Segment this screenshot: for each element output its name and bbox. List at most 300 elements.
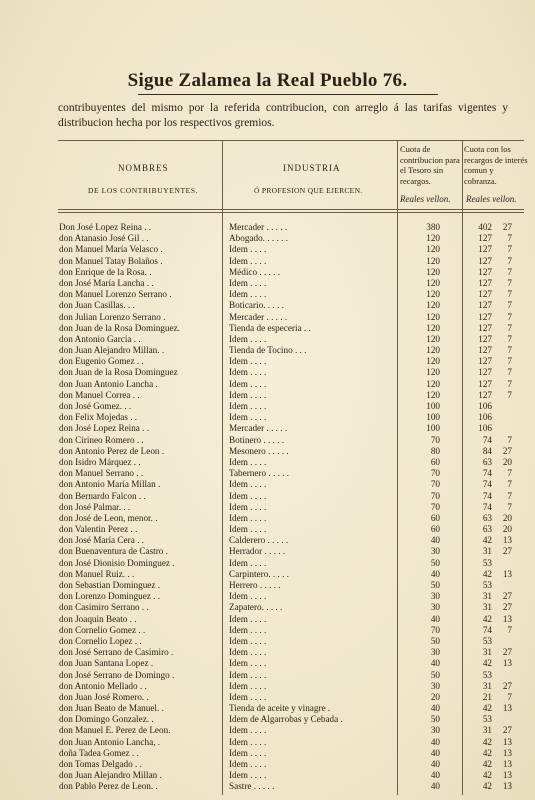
industry-name: Tienda de especeria . . [229, 322, 311, 333]
contributor-name: don Manuel Ruiz. . . [59, 568, 135, 579]
contributor-name: don José de Leon, menor. . [59, 512, 158, 523]
cuota-tesoro-value: 40 [430, 770, 440, 781]
cuota-recargos-value: 74 [482, 501, 492, 512]
table-row [0, 278, 535, 289]
industry-name: Idem . . . . [229, 255, 267, 266]
cuota-recargos-value: 127 [478, 289, 492, 300]
header-bottom-rule-2 [58, 212, 524, 213]
cuota-recargos-value: 31 [482, 591, 492, 602]
industry-name: Boticario. . . . . [229, 300, 284, 311]
cuota-recargos-fraction: 7 [507, 233, 512, 244]
cuota-tesoro-value: 120 [426, 378, 440, 389]
cuota-recargos-value: 74 [482, 479, 492, 490]
contributor-name: don Atanasio José Gil . . [59, 233, 149, 244]
contributor-name: don Manuel Correa . . [59, 389, 140, 400]
cuota-recargos-value: 42 [482, 568, 492, 579]
contributor-name: don Julian Lorenzo Serrano . [59, 311, 166, 322]
table-row [0, 367, 535, 378]
table-row [0, 468, 535, 479]
cuota-tesoro-value: 30 [430, 591, 440, 602]
cuota-recargos-fraction: 13 [502, 613, 512, 624]
cuota-recargos-value: 402 [478, 222, 492, 232]
cuota-recargos-value: 31 [482, 546, 492, 557]
header-cuota-recargos: Cuota con los recargos de interés comun y cobranza. [464, 144, 528, 186]
cuota-tesoro-value: 100 [426, 423, 440, 434]
table-row [0, 714, 535, 725]
contributor-name: don Manuel E. Perez de Leon. [59, 725, 171, 736]
contributor-name: don Enrique de la Rosa. . [59, 266, 152, 277]
table-row [0, 222, 535, 233]
contributor-name: don Lorenzo Dominguez . . [59, 591, 161, 602]
cuota-tesoro-value: 120 [426, 345, 440, 356]
contributor-name: don Antonio Perez de Leon . [59, 445, 165, 456]
cuota-recargos-value: 31 [482, 680, 492, 691]
industry-name: Herrador . . . . . [229, 546, 286, 557]
cuota-tesoro-value: 120 [426, 356, 440, 367]
cuota-recargos-value: 127 [478, 333, 492, 344]
cuota-recargos-fraction: 7 [507, 266, 512, 277]
cuota-recargos-value: 127 [478, 311, 492, 322]
table-row [0, 647, 535, 658]
cuota-recargos-value: 127 [478, 367, 492, 378]
cuota-recargos-value: 84 [482, 445, 492, 456]
table-row [0, 580, 535, 591]
contributor-name: don Juan José Romero. . [59, 691, 149, 702]
cuota-recargos-fraction: 7 [507, 434, 512, 445]
contributor-name: don Valentin Perez . . [59, 524, 138, 535]
cuota-tesoro-value: 120 [426, 289, 440, 300]
cuota-tesoro-value: 100 [426, 401, 440, 411]
industry-name: Idem . . . . [229, 412, 267, 423]
industry-name: Idem . . . . [229, 277, 267, 288]
table-row [0, 412, 535, 423]
cuota-tesoro-value: 60 [430, 456, 440, 467]
cuota-recargos-fraction: 27 [502, 647, 512, 658]
cuota-recargos-value: 74 [482, 490, 492, 501]
cuota-recargos-value: 42 [482, 703, 492, 714]
table-row [0, 546, 535, 557]
table-row [0, 244, 535, 255]
industry-name: Idem . . . . [229, 770, 267, 781]
cuota-recargos-value: 42 [482, 613, 492, 624]
cuota-tesoro-value: 120 [426, 322, 440, 333]
industry-name: Idem . . . . [229, 635, 267, 646]
cuota-recargos-fraction: 7 [507, 468, 512, 479]
contributor-name: don Juan de la Rosa Dominguez [59, 367, 178, 378]
contributor-name: don Antonio Mellado . . [59, 680, 147, 691]
cuota-recargos-value: 127 [478, 244, 492, 255]
contributor-name: don Cirineo Romero . . [59, 434, 144, 445]
contributor-name: don Antonio Garcia . . [59, 333, 141, 344]
contributor-name: don Pablo Perez de Leon. . [59, 781, 158, 792]
header-reales-vellon-1: Reales vellon. [400, 194, 451, 204]
industry-name: Abogado. . . . . . [229, 233, 288, 244]
cuota-recargos-fraction: 27 [502, 222, 512, 232]
table-row [0, 267, 535, 278]
contributor-name: don Manuel Tatay Bolaños . [59, 255, 163, 266]
cuota-recargos-value: 106 [478, 423, 492, 434]
cuota-recargos-value: 127 [478, 378, 492, 389]
cuota-tesoro-value: 380 [426, 222, 440, 232]
cuota-recargos-fraction: 27 [502, 445, 512, 456]
table-row [0, 491, 535, 502]
industry-name: Idem . . . . [229, 401, 267, 411]
cuota-recargos-value: 21 [482, 691, 492, 702]
industry-name: Idem . . . . [229, 557, 267, 568]
cuota-tesoro-value: 120 [426, 389, 440, 400]
industry-name: Idem . . . . [229, 389, 267, 400]
cuota-tesoro-value: 40 [430, 759, 440, 769]
contributor-name: don Isidro Márquez . . [59, 456, 141, 467]
cuota-recargos-fraction: 20 [502, 512, 512, 523]
contributor-name: don José Lopez Reina . . [59, 423, 150, 434]
contributor-name: don Juan Alejandro Millan. . [59, 345, 165, 356]
cuota-recargos-fraction: 27 [502, 725, 512, 736]
table-row [0, 401, 535, 412]
header-nombres: NOMBRES [118, 163, 169, 173]
table-row [0, 312, 535, 323]
contributor-name: don Juan Alejandro Millan . [59, 770, 162, 781]
cuota-tesoro-value: 70 [430, 624, 440, 635]
industry-name: Zapatero. . . . . [229, 602, 283, 613]
table-row [0, 692, 535, 703]
cuota-recargos-fraction: 7 [507, 244, 512, 255]
cuota-recargos-fraction: 7 [507, 356, 512, 367]
cuota-recargos-value: 53 [482, 714, 492, 725]
cuota-recargos-fraction: 7 [507, 490, 512, 501]
table-row [0, 558, 535, 569]
industry-name: Herrero . . . . . [229, 580, 281, 590]
cuota-recargos-value: 106 [478, 412, 492, 423]
cuota-tesoro-value: 120 [426, 367, 440, 378]
cuota-tesoro-value: 40 [430, 747, 440, 758]
cuota-recargos-value: 63 [482, 524, 492, 535]
cuota-tesoro-value: 40 [430, 658, 440, 669]
industry-name: Idem . . . . [229, 736, 267, 747]
header-bottom-rule [58, 209, 524, 210]
table-row [0, 725, 535, 736]
cuota-recargos-fraction: 13 [502, 658, 512, 669]
industry-name: Idem . . . . [229, 333, 267, 344]
industry-name: Mercader . . . . . [229, 222, 288, 232]
cuota-recargos-fraction: 13 [502, 759, 512, 769]
industry-name: Idem . . . . [229, 490, 267, 501]
table-row [0, 390, 535, 401]
industry-name: Idem . . . . [229, 524, 267, 535]
contributor-name: don Joaquin Beato . . [59, 613, 137, 624]
industry-name: Sastre . . . . . [229, 781, 275, 792]
cuota-recargos-value: 53 [482, 635, 492, 646]
table-row [0, 524, 535, 535]
industry-name: Tienda de Tocino . . . [229, 345, 307, 356]
contributor-name: don Manuel María Velasco . [59, 244, 163, 255]
cuota-recargos-value: 74 [482, 624, 492, 635]
cuota-tesoro-value: 30 [430, 680, 440, 691]
industry-name: Idem . . . . [229, 289, 267, 300]
contributor-name: don Tomas Delgado . . [59, 759, 142, 769]
table-row [0, 614, 535, 625]
cuota-recargos-value: 42 [482, 747, 492, 758]
contributor-name: don Juan Santana Lopez . [59, 658, 154, 669]
cuota-tesoro-value: 50 [430, 580, 440, 590]
cuota-tesoro-value: 120 [426, 277, 440, 288]
industry-name: Idem . . . . [229, 680, 267, 691]
table-row [0, 345, 535, 356]
cuota-tesoro-value: 40 [430, 703, 440, 714]
industry-name: Mercader . . . . . [229, 423, 288, 434]
table-row [0, 323, 535, 334]
table-row [0, 435, 535, 446]
cuota-tesoro-value: 70 [430, 434, 440, 445]
cuota-recargos-value: 127 [478, 300, 492, 311]
contributor-name: don José María Lancha . . [59, 277, 154, 288]
cuota-recargos-fraction: 7 [507, 311, 512, 322]
table-row [0, 479, 535, 490]
contributor-name: don Bernardo Falcon . . [59, 490, 146, 501]
industry-name: Idem . . . . [229, 479, 267, 490]
cuota-recargos-fraction: 7 [507, 624, 512, 635]
table-row [0, 569, 535, 580]
industry-name: Idem . . . . [229, 669, 267, 680]
industry-name: Idem . . . . [229, 624, 267, 635]
cuota-tesoro-value: 40 [430, 613, 440, 624]
cuota-recargos-fraction: 7 [507, 322, 512, 333]
industry-name: Idem . . . . [229, 378, 267, 389]
table-row [0, 256, 535, 267]
cuota-recargos-fraction: 20 [502, 456, 512, 467]
industry-name: Idem . . . . [229, 591, 267, 602]
industry-name: Médico . . . . . [229, 266, 281, 277]
table-row [0, 681, 535, 692]
cuota-recargos-fraction: 27 [502, 680, 512, 691]
industry-name: Idem . . . . [229, 691, 267, 702]
table-row [0, 636, 535, 647]
header-top-rule [58, 140, 524, 141]
cuota-tesoro-value: 120 [426, 311, 440, 322]
industry-name: Idem . . . . [229, 658, 267, 669]
industry-name: Tienda de aceite y vinagre . [229, 703, 331, 714]
industry-name: Idem . . . . [229, 613, 267, 624]
industry-name: Idem . . . . [229, 501, 267, 512]
cuota-recargos-fraction: 7 [507, 345, 512, 356]
cuota-recargos-value: 74 [482, 434, 492, 445]
contributor-name: don José Serrano de Domingo . [59, 669, 175, 680]
cuota-recargos-value: 127 [478, 277, 492, 288]
cuota-recargos-value: 127 [478, 356, 492, 367]
contributor-name: don Buenaventura de Castro . [59, 546, 168, 557]
cuota-recargos-value: 42 [482, 759, 492, 769]
intro-paragraph: contribuyentes del mismo por la referida contribucion, con arreglo á las tarifas vigentes y distribucion hecha por los respectivos gremios. [58, 102, 508, 129]
industry-name: Mercader . . . . . [229, 311, 288, 322]
table-row [0, 356, 535, 367]
cuota-tesoro-value: 50 [430, 635, 440, 646]
industry-name: Idem . . . . [229, 759, 267, 769]
cuota-recargos-fraction: 13 [502, 736, 512, 747]
contributor-name: don Cornelio Gomez . . [59, 624, 146, 635]
table-row [0, 502, 535, 513]
title-underline [138, 94, 438, 95]
cuota-tesoro-value: 30 [430, 546, 440, 557]
table-row [0, 513, 535, 524]
industry-name: Idem . . . . [229, 356, 267, 367]
cuota-recargos-fraction: 13 [502, 703, 512, 714]
table-row [0, 658, 535, 669]
cuota-recargos-value: 42 [482, 658, 492, 669]
cuota-recargos-fraction: 7 [507, 277, 512, 288]
contributor-name: don Manuel Serrano . . [59, 468, 144, 479]
table-row [0, 446, 535, 457]
cuota-recargos-value: 127 [478, 255, 492, 266]
cuota-tesoro-value: 80 [430, 445, 440, 456]
cuota-recargos-fraction: 13 [502, 568, 512, 579]
cuota-tesoro-value: 20 [430, 691, 440, 702]
table-row [0, 591, 535, 602]
cuota-tesoro-value: 70 [430, 501, 440, 512]
table-row [0, 670, 535, 681]
cuota-recargos-value: 42 [482, 535, 492, 546]
cuota-recargos-fraction: 13 [502, 781, 512, 792]
table-row [0, 457, 535, 468]
contributor-name: Don José Lopez Reina . . [59, 222, 152, 232]
cuota-recargos-value: 31 [482, 602, 492, 613]
industry-name: Idem . . . . [229, 512, 267, 523]
cuota-tesoro-value: 50 [430, 669, 440, 680]
cuota-tesoro-value: 50 [430, 557, 440, 568]
cuota-recargos-value: 63 [482, 512, 492, 523]
industry-name: Carpintero. . . . . [229, 568, 289, 579]
contributor-name: don Juan Beato de Manuel. . [59, 703, 164, 714]
contributor-name: don Eugenio Gomez . . [59, 356, 144, 367]
cuota-tesoro-value: 30 [430, 725, 440, 736]
cuota-recargos-fraction: 7 [507, 691, 512, 702]
cuota-tesoro-value: 120 [426, 233, 440, 244]
industry-name: Tabernero . . . . . [229, 468, 290, 479]
contributor-name: don Juan Antonio Lancha . [59, 378, 158, 389]
contributor-name: don Juan Antonio Lancha, . [59, 736, 161, 747]
cuota-recargos-fraction: 7 [507, 367, 512, 378]
table-row [0, 625, 535, 636]
cuota-recargos-value: 127 [478, 322, 492, 333]
cuota-recargos-value: 127 [478, 266, 492, 277]
table-row [0, 334, 535, 345]
cuota-tesoro-value: 60 [430, 512, 440, 523]
cuota-recargos-fraction: 7 [507, 289, 512, 300]
table-row [0, 602, 535, 613]
cuota-tesoro-value: 40 [430, 781, 440, 792]
table-row [0, 379, 535, 390]
cuota-recargos-value: 63 [482, 456, 492, 467]
cuota-tesoro-value: 120 [426, 300, 440, 311]
cuota-recargos-value: 31 [482, 647, 492, 658]
cuota-tesoro-value: 120 [426, 266, 440, 277]
table-row [0, 423, 535, 434]
contributor-name: don Juan de la Rosa Dominguez. [59, 322, 180, 333]
cuota-recargos-fraction: 7 [507, 378, 512, 389]
cuota-tesoro-value: 100 [426, 412, 440, 423]
contributor-name: don Sebastian Dominguez . [59, 580, 161, 590]
cuota-recargos-value: 53 [482, 669, 492, 680]
cuota-recargos-value: 127 [478, 345, 492, 356]
table-row [0, 300, 535, 311]
cuota-tesoro-value: 120 [426, 333, 440, 344]
cuota-recargos-fraction: 13 [502, 770, 512, 781]
contributor-name: don Manuel Lorenzo Serrano . [59, 289, 172, 300]
table-row [0, 535, 535, 546]
cuota-recargos-fraction: 13 [502, 535, 512, 546]
contributor-name: don José María Cera . . [59, 535, 144, 546]
industry-name: Idem . . . . [229, 367, 267, 378]
header-reales-vellon-2: Reales vellon. [466, 194, 517, 204]
cuota-tesoro-value: 40 [430, 535, 440, 546]
cuota-tesoro-value: 40 [430, 568, 440, 579]
cuota-tesoro-value: 70 [430, 490, 440, 501]
cuota-tesoro-value: 40 [430, 736, 440, 747]
cuota-recargos-fraction: 27 [502, 602, 512, 613]
header-cuota-tesoro: Cuota de contribucion para el Tesoro sin recargos. [400, 144, 460, 186]
contributor-name: don Casimiro Serrano . . [59, 602, 149, 613]
archive-watermark [370, 752, 520, 788]
contributor-name: don Antonio María Millan . [59, 479, 161, 490]
cuota-recargos-value: 127 [478, 389, 492, 400]
contributor-name: don José Palmar. . . [59, 501, 131, 512]
cuota-recargos-value: 53 [482, 557, 492, 568]
cuota-recargos-fraction: 20 [502, 524, 512, 535]
contributor-name: don Cornelio Lopez . . [59, 635, 142, 646]
cuota-recargos-fraction: 27 [502, 546, 512, 557]
cuota-recargos-fraction: 7 [507, 333, 512, 344]
contributor-name: don José Dionisio Dominguez . [59, 557, 175, 568]
industry-name: Idem . . . . [229, 725, 267, 736]
industry-name: Mesonero . . . . . [229, 445, 289, 456]
cuota-recargos-value: 42 [482, 736, 492, 747]
cuota-recargos-fraction: 7 [507, 501, 512, 512]
table-row [0, 289, 535, 300]
contributor-name: don José Gomez. . . [59, 401, 132, 411]
contributor-name: don Juan Casillas. . . [59, 300, 135, 311]
table-row [0, 703, 535, 714]
contributor-name: don Domingo Gonzalez. . [59, 714, 154, 725]
industry-name: Botinero . . . . . [229, 434, 285, 445]
cuota-tesoro-value: 70 [430, 479, 440, 490]
header-contribuyentes: DE LOS CONTRIBUYENTES. [88, 186, 199, 195]
cuota-tesoro-value: 120 [426, 244, 440, 255]
cuota-recargos-value: 127 [478, 233, 492, 244]
contributor-name: don Felix Mojedas . . [59, 412, 138, 423]
cuota-recargos-fraction: 7 [507, 255, 512, 266]
page-title: Sigue Zalamea la Real Pueblo 76. [127, 70, 408, 91]
cuota-recargos-fraction: 7 [507, 300, 512, 311]
table-row [0, 233, 535, 244]
cuota-recargos-value: 31 [482, 725, 492, 736]
cuota-tesoro-value: 30 [430, 647, 440, 658]
industry-name: Idem . . . . [229, 747, 267, 758]
industry-name: Idem de Algarrobas y Cebada . [229, 714, 343, 725]
industry-name: Idem . . . . [229, 456, 267, 467]
cuota-recargos-value: 53 [482, 580, 492, 590]
cuota-recargos-value: 106 [478, 401, 492, 411]
cuota-recargos-value: 42 [482, 781, 492, 792]
header-profesion: Ó PROFESION QUE EJERCEN. [254, 186, 363, 195]
industry-name: Idem . . . . [229, 244, 267, 255]
cuota-recargos-fraction: 7 [507, 479, 512, 490]
header-industria: INDUSTRIA [283, 163, 341, 173]
cuota-recargos-value: 74 [482, 468, 492, 479]
cuota-recargos-value: 42 [482, 770, 492, 781]
industry-name: Idem . . . . [229, 647, 267, 658]
cuota-recargos-fraction: 27 [502, 591, 512, 602]
contributor-name: don José Serrano de Casimiro . [59, 647, 174, 658]
contributors-table [0, 222, 535, 793]
